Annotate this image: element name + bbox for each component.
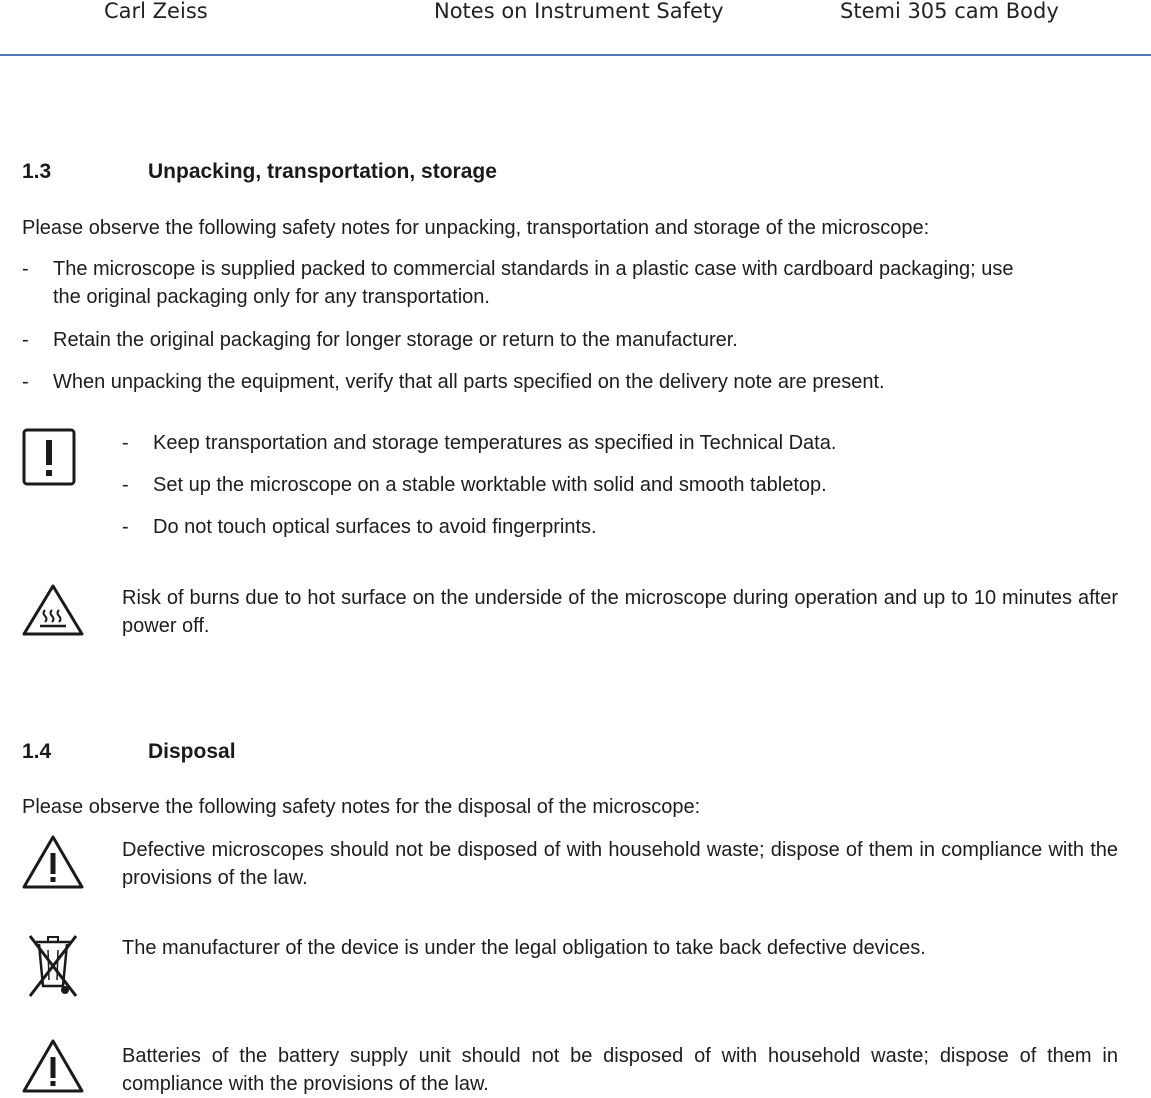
bullet-dash: - <box>122 516 129 538</box>
bullet-dash: - <box>122 432 129 454</box>
disposal-note: Batteries of the battery supply unit should not be disposed of with household waste; dispose of them in compliance with the provisions of the law. <box>122 1045 1118 1095</box>
section-intro: Please observe the following safety notes for unpacking, transportation and storage of the microscope: <box>22 217 930 239</box>
section-title: Disposal <box>148 740 236 763</box>
list-item-text: Retain the original packaging for longer storage or return to the manufacturer. <box>53 329 738 351</box>
hot-surface-warning-icon <box>20 582 86 638</box>
section-title: Unpacking, transportation, storage <box>148 160 497 183</box>
caution-exclamation-icon <box>22 428 76 486</box>
bullet-dash: - <box>22 371 29 393</box>
crossed-out-bin-icon <box>26 932 80 1000</box>
list-item-text: Do not touch optical surfaces to avoid fingerprints. <box>153 516 597 538</box>
header-title: Notes on Instrument Safety <box>434 0 724 23</box>
header-product: Stemi 305 cam Body <box>840 0 1059 23</box>
disposal-note: Defective microscopes should not be disposed of with household waste; dispose of them in compliance with the provisions of the law. <box>122 839 1118 889</box>
section-number: 1.4 <box>22 740 52 763</box>
list-item-text: The microscope is supplied packed to commercial standards in a plastic case with cardboard packaging; use the original packaging only for any transportation. <box>53 258 1014 308</box>
list-item-text: Set up the microscope on a stable worktable with solid and smooth tabletop. <box>153 474 827 496</box>
warning-triangle-icon <box>20 833 86 891</box>
header-company: Carl Zeiss <box>104 0 208 23</box>
hot-surface-warning-text: Risk of burns due to hot surface on the underside of the microscope during operation and up to 10 minutes after power off. <box>122 587 1118 637</box>
bullet-dash: - <box>22 258 29 280</box>
list-item-text: When unpacking the equipment, verify that all parts specified on the delivery note are present. <box>53 371 885 393</box>
bullet-dash: - <box>22 329 29 351</box>
section-number: 1.3 <box>22 160 52 183</box>
warning-triangle-icon <box>20 1037 86 1095</box>
disposal-note: The manufacturer of the device is under the legal obligation to take back defective devices. <box>122 937 926 959</box>
bullet-dash: - <box>122 474 129 496</box>
list-item-text: Keep transportation and storage temperatures as specified in Technical Data. <box>153 432 837 454</box>
page-header <box>0 0 1151 56</box>
section-intro: Please observe the following safety notes for the disposal of the microscope: <box>22 796 701 818</box>
